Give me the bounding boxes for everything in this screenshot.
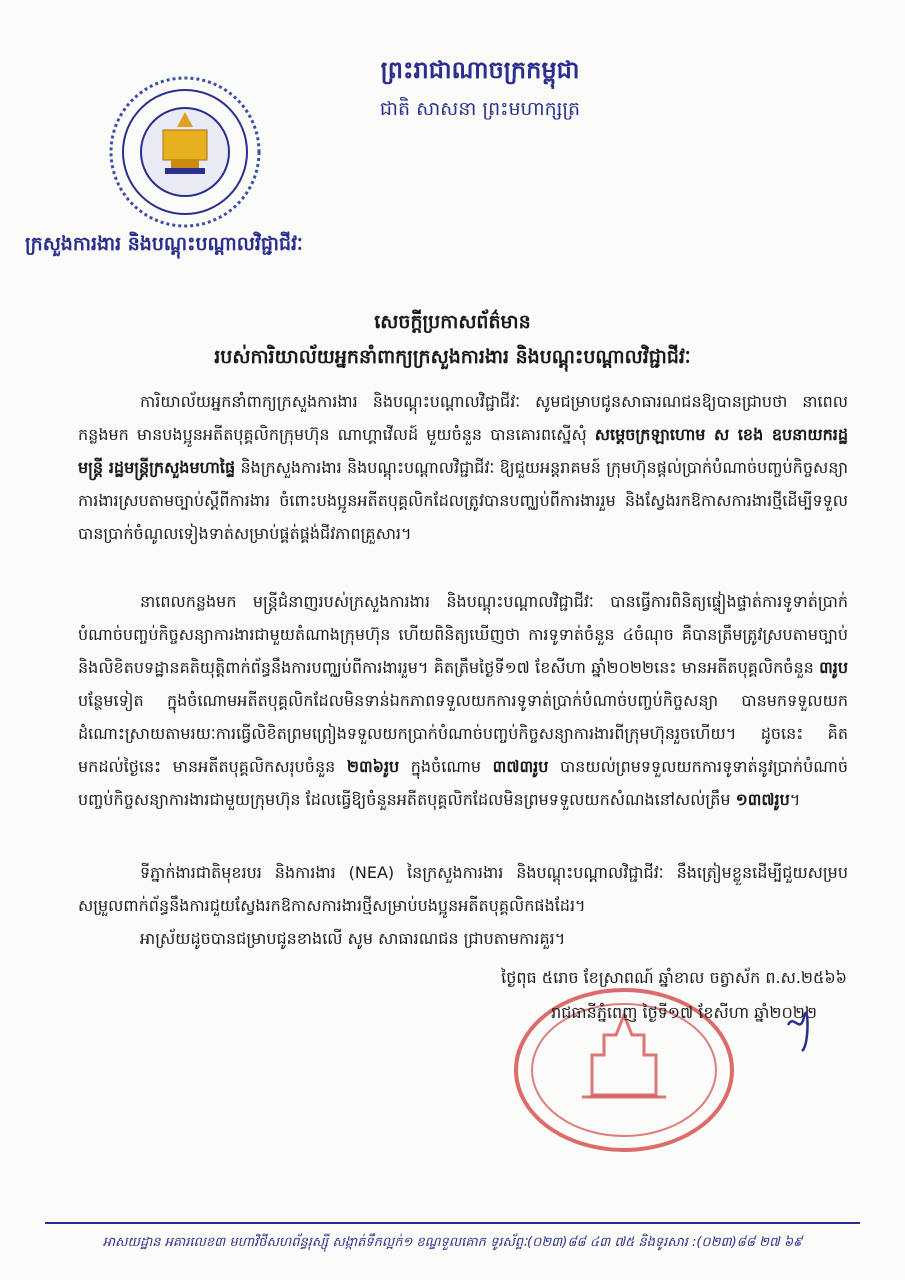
announcement-subtitle: របស់ការិយាល័យអ្នកនាំពាក្យក្រសួងការងារ និងបណ្តុះបណ្តាលវិជ្ជាជីវៈ xyxy=(214,346,691,368)
ministry-logo xyxy=(105,72,265,232)
paragraph-1 xyxy=(78,385,848,550)
p1-bold-text: សម្តេចក្រឡាហោម ស ខេង ឧបនាយករដ្ឋមន្ត្រី រដ្ឋមន្ត្រីក្រសួងមហាផ្ទៃ xyxy=(78,425,848,477)
p2-text-c: ក្នុងចំណោម xyxy=(399,757,493,776)
signing-date: រាជធានីភ្នំពេញ ថ្ងៃទី១៧ ខែសីហា ឆ្នាំ២០២២ xyxy=(551,1003,817,1022)
p2-text-e: ។ xyxy=(789,790,801,809)
paragraph-3: ទីភ្នាក់ងារជាតិមុខរបរ និងការងារ (NEA) នៃក្រសួងការងារ និងបណ្តុះបណ្តាលវិជ្ជាជីវៈ នឹងត្រៀមខ្លួនដើម្បីជួយសម្របសម្រួលពាក់ព័ន្ធនឹងការជួយស្វែងរកឱកាសការងារថ្មីសម្រាប់បងប្អូនអតីតបុគ្គលិកផងដែរ។ xyxy=(78,863,848,915)
paragraph-4: អាស្រ័យដូចបានជម្រាបជូនខាងលើ សូម សាធារណជន ជ្រាបតាមការគួរ។ xyxy=(140,929,566,948)
signature-mark xyxy=(780,1005,820,1055)
ministry-name: ក្រសួងការងារ និងបណ្តុះបណ្តាលវិជ្ជាជីវៈ xyxy=(25,233,303,255)
p2-count-4: ១៣៧រូប xyxy=(735,790,790,809)
footer-address: អាសយដ្ឋាន អគារលេខ៣ មហាវិថីសហព័ន្ធរុស្ស៊ី សង្កាត់ទឹកល្អក់១ ខណ្ឌទួលគោក ទូរស័ព្ទៈ(០២៣)៨៨ ៤៣ ៧៥ និងទូរសារ :(០២៣)៨៨ ២៧ ៦៩ xyxy=(102,1235,803,1250)
p2-count-2: ២៣៦រូប xyxy=(346,757,400,776)
p2-count-3: ៣៧៣រូប xyxy=(492,757,549,776)
p2-count-1: ៣រូប xyxy=(819,658,848,677)
p1-text-a: ការិយាល័យអ្នកនាំពាក្យក្រសួងការងារ និងបណ្តុះបណ្តាលវិជ្ជាជីវៈ សូមជម្រាបជូនសាធារណជនឱ្យបានជ្រាបថា នាពេលកន្លងមក មានបងប្អូនអតីតបុគ្គលិកក្រុមហ៊ុន ណាហ្គាវើលដ៍ មួយចំនួន បានគោរពស្នើសុំ xyxy=(78,392,848,444)
lunar-date: ថ្ងៃពុធ ៥រោច ខែស្រាពណ៍ ឆ្នាំខាល ចត្វាស័ក ព.ស.២៥៦៦ xyxy=(501,968,847,987)
kingdom-title: ព្រះរាជាណាចក្រកម្ពុជា xyxy=(380,55,580,84)
paragraph-2 xyxy=(78,585,848,816)
announcement-title: សេចក្តីប្រកាសព័ត៌មាន xyxy=(374,311,531,333)
national-motto: ជាតិ សាសនា ព្រះមហាក្សត្រ xyxy=(379,98,581,120)
p2-text-b: បន្ថែមទៀត ក្នុងចំណោមអតីតបុគ្គលិកដែលមិនទាន់ឯកភាពទទួលយកការទូទាត់ប្រាក់បំណាច់បញ្ចប់កិច្ចសន្យា បានមកទទួលយកដំណោះស្រាយតាមរយៈការធ្វើលិខិតព្រមព្រៀងទទួលយកប្រាក់បំណាច់បញ្ចប់កិច្ចសន្យាការងារពីក្រុមហ៊ុនរួចហើយ។ ដូចនេះ គិតមកដល់ថ្ងៃនេះ មានអតីតបុគ្គលិកសរុបចំនួន xyxy=(78,691,848,776)
footer-divider xyxy=(45,1222,860,1224)
p2-text-a: នាពេលកន្លងមក មន្ត្រីជំនាញរបស់ក្រសួងការងារ និងបណ្តុះបណ្តាលវិជ្ជាជីវៈ បានធ្វើការពិនិត្យផ្ទៀងផ្ទាត់ការទូទាត់ប្រាក់បំណាច់បញ្ចប់កិច្ចសន្យាការងារជាមួយតំណាងក្រុមហ៊ុន ហើយពិនិត្យឃើញថា ការទូទាត់ចំនួន ៤ចំណុច គឺបានត្រឹមត្រូវស្របតាមច្បាប់ និងលិខិតបទដ្ឋានគតិយុត្តិពាក់ព័ន្ធនឹងការបញ្ឈប់ពីការងាររួម។ គិតត្រឹមថ្ងៃទី១៧ ខែសីហា ឆ្នាំ២០២២នេះ មានអតីតបុគ្គលិកចំនួន xyxy=(78,592,848,677)
p1-text-b: និងក្រសួងការងារ និងបណ្តុះបណ្តាលវិជ្ជាជីវៈ ឱ្យជួយអន្តរាគមន៍ ក្រុមហ៊ុនផ្តល់ប្រាក់បំណាច់បញ្ចប់កិច្ចសន្យាការងារស្របតាមច្បាប់ស្តីពីការងារ ចំពោះបងប្អូនអតីតបុគ្គលិកដែលត្រូវបានបញ្ឈប់ពីការងាររួម និងស្វែងរកឱកាសការងារថ្មីដើម្បីទទួលបានប្រាក់ចំណូលទៀងទាត់សម្រាប់ផ្គត់ផ្គង់ជីវភាពគ្រួសារ។ xyxy=(78,458,848,543)
p2-text-d: បានយល់ព្រមទទួលយកការទូទាត់នូវប្រាក់បំណាច់បញ្ចប់កិច្ចសន្យាការងារជាមួយក្រុមហ៊ុន ដែលធ្វើឱ្យចំនួនអតីតបុគ្គលិកដែលមិនព្រមទទួលយកសំណងនៅសល់ត្រឹម xyxy=(78,757,848,809)
